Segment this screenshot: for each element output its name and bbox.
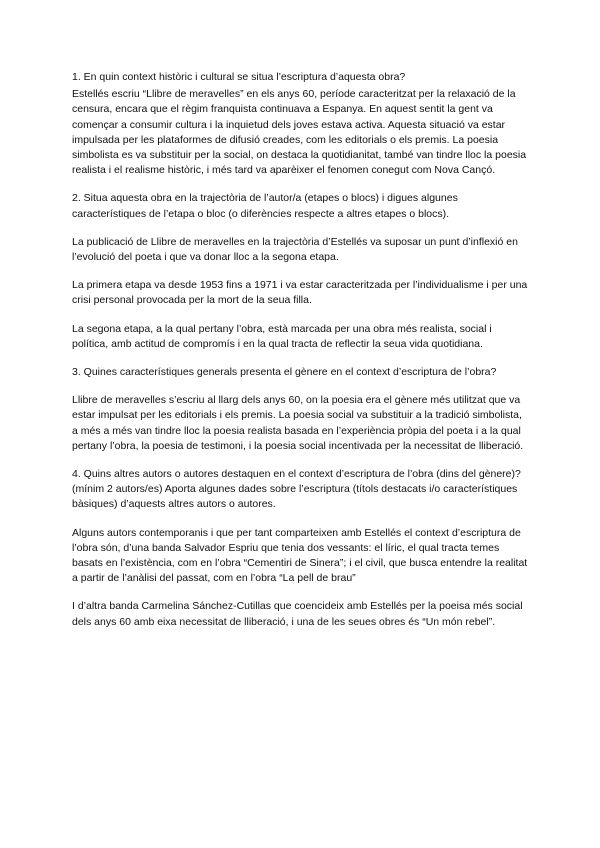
answer-4-paragraph-1: Alguns autors contemporanis i que per tant comparteixen amb Estellés el context d’escriptura de l’obra són, d’una banda Salvador Espriu que tenia dos vessants: el líric, el qual tracta temes basats en l’existència, com en l’obra “Cementiri de Sinera”; i el civil, que busca entendre la realitat a partir de l’anàlisi del passat, com en l’obra “La pell de brau” [72,526,528,585]
answer-3: Llibre de meravelles s’escriu al llarg dels anys 60, on la poesia era el gènere més utilitzat que va estar impulsat per les editorials i els premis. La poesia social va substituir a la tradició simbolista, a més a més van tindre lloc la poesia realista basada en l’experiència pròpia del poeta i a la qual pertany l’obra, la poesia de testimoni, i la poesia social incentivada per la necessitat de lliberació. [72,394,524,452]
answer-2-paragraph-2: La primera etapa va desde 1953 fins a 1971 i va estar caracteritzada per l’individualisme i per una crisi personal provocada per la mort de la seua filla. [72,279,528,307]
answer-2-paragraph-3: La segona etapa, a la qual pertany l’obra, està marcada per una obra més realista, social i política, amb actitud de compromís i en la qual tracta de reflectir la seua vida quotidiana. [72,322,492,350]
answer-2-paragraph-1: La publicació de Llibre de meravelles en la trajectòria d’Estellés va suposar un punt d’inflexió en l’evolució del poeta i que va donar lloc a la segona etapa. [72,235,518,264]
question-1: 1. En quin context històric i cultural se situa l’escriptura d’aquesta obra? [72,71,406,83]
answer-4-paragraph-2: I d’altra banda Carmelina Sánchez-Cutillas que coencideix amb Estellés per la poeisa més social dels anys 60 amb eixa necessitat de lliberació, i una de les seues obres és “Un món rebel”. [72,600,523,628]
question-4: 4. Quins altres autors o autores destaquen en el context d’escriptura de l’obra (dins del gènere)? (mínim 2 autors/es) Aporta algunes dades sobre l’escriptura (títols destacats i/o característiques bàsiques) d’aquests altres autors o autores. [72,468,521,511]
answer-1: Estellés escriu “Llibre de meravelles” en els anys 60, període caracteritzat per la relaxació de la censura, encara que el règim franquista continuava a Espanya. En aquest sentit la gent va començar a consumir cultura i la inquietud dels joves estava activa. Aquesta situació va estar impulsada per les plataformes de difusió creades, com les editorials o els premis. La poesia simbolista es va substituir per la social, on destaca la quotidianitat, també van tindre lloc la poesia realista i el realisme històric, i més tard va aparèixer el fenomen conegut com Nova Cançó. [72,88,527,177]
question-3: 3. Quines característiques generals presenta el gènere en el context d’escriptura de l’obra? [72,366,497,379]
document-body [72,70,528,630]
question-2: 2. Situa aquesta obra en la trajectòria de l’autor/a (etapes o blocs) i digues algunes característiques de l’etapa o bloc (o diferències respecte a altres etapes o blocs). [72,192,458,220]
